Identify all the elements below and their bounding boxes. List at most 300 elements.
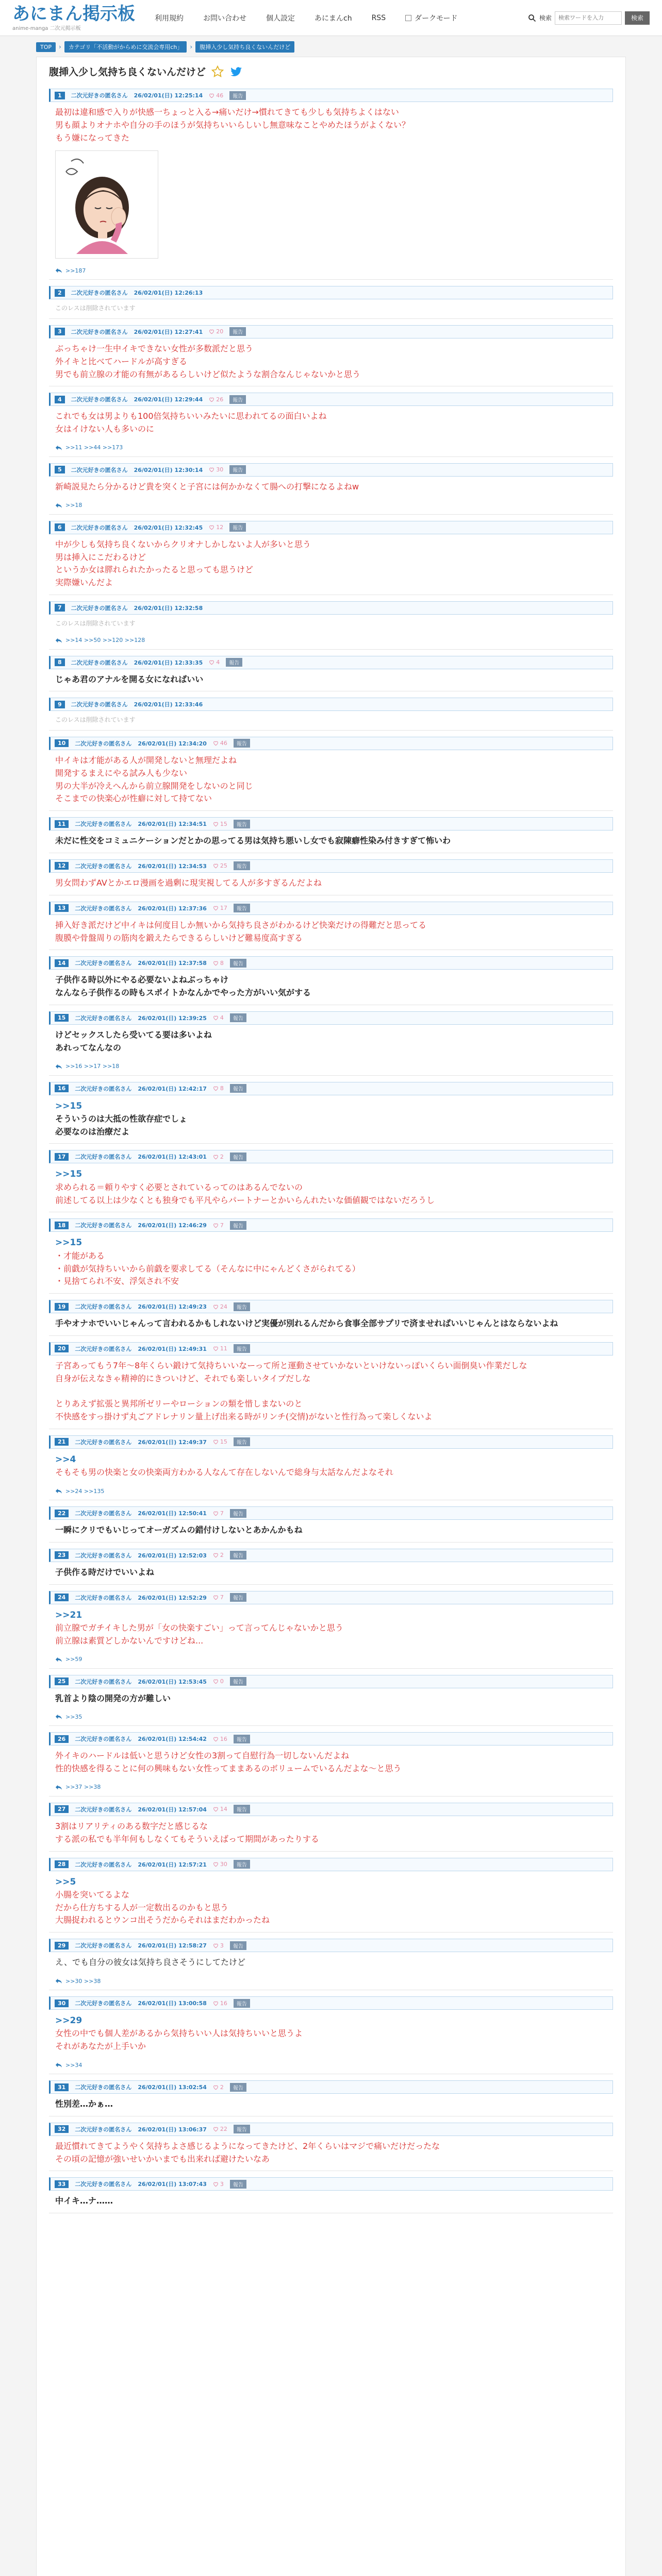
post-text-line: 未だに性交をコミュニケーションだとかの思ってる男は気持ち悪いし女でも寂陳癖性染み付きすぎて怖いわ bbox=[55, 836, 451, 846]
report-button[interactable]: 報告 bbox=[234, 904, 250, 912]
report-button[interactable]: 報告 bbox=[234, 1860, 250, 1869]
like-count: 26 bbox=[216, 396, 224, 403]
like-count: 14 bbox=[220, 1806, 227, 1813]
like-button[interactable] bbox=[209, 396, 223, 403]
post-number[interactable]: 15 bbox=[55, 1014, 69, 1022]
post-number[interactable]: 13 bbox=[55, 904, 69, 912]
report-button[interactable]: 報告 bbox=[229, 327, 246, 336]
post-text-line: 前立腺は素質どしかないんですけどね... bbox=[55, 1635, 204, 1646]
post-author: 二次元好きの匿名さん bbox=[75, 862, 132, 870]
report-button[interactable]: 報告 bbox=[234, 820, 250, 828]
like-button[interactable] bbox=[209, 328, 223, 335]
post bbox=[49, 656, 613, 692]
heart-icon bbox=[213, 1861, 219, 1867]
post-header bbox=[49, 325, 613, 338]
post bbox=[49, 1996, 613, 2074]
report-button[interactable]: 報告 bbox=[234, 1437, 250, 1446]
post bbox=[49, 1549, 613, 1585]
breadcrumb-top[interactable]: TOP bbox=[36, 42, 56, 52]
report-button[interactable]: 報告 bbox=[229, 91, 246, 100]
post-author: 二次元好きの匿名さん bbox=[75, 905, 132, 912]
search-icon bbox=[528, 14, 536, 22]
nav-contact[interactable]: お問い合わせ bbox=[203, 14, 246, 23]
post-body bbox=[49, 619, 613, 629]
post-date: 26/02/01(日) 13:02:54 bbox=[138, 2084, 207, 2091]
post-date: 26/02/01(日) 12:34:53 bbox=[138, 862, 207, 870]
like-button[interactable] bbox=[213, 1552, 224, 1558]
post-author: 二次元好きの匿名さん bbox=[75, 1861, 132, 1868]
like-button[interactable] bbox=[213, 1942, 224, 1949]
reply-links bbox=[49, 1713, 613, 1720]
post-author: 二次元好きの匿名さん bbox=[75, 1806, 132, 1813]
post-header bbox=[49, 2080, 613, 2094]
post-body bbox=[49, 2098, 613, 2111]
report-button[interactable]: 報告 bbox=[234, 1805, 250, 1814]
post-author: 二次元好きの匿名さん bbox=[75, 1154, 132, 1161]
post-text-line: だから仕方ちする人が一定数出るのかもと思う bbox=[55, 1902, 229, 1912]
post-text-line: 男も顔よりオナホや自分の手のほうが気持ちいいらしいし無意味なことやめたほうがよくない？ bbox=[55, 120, 410, 130]
site-subtitle: anime-manga 二次元掲示板 bbox=[12, 25, 81, 31]
reply-arrow-icon bbox=[55, 1487, 62, 1495]
post-date: 26/02/01(日) 12:58:27 bbox=[138, 1942, 207, 1950]
report-button[interactable]: 報告 bbox=[229, 523, 246, 532]
post bbox=[49, 902, 613, 951]
post-text-line: 小腸を突いてるよな bbox=[55, 1889, 130, 1900]
post-text-line: あれってなんなの bbox=[55, 1042, 122, 1053]
post-number[interactable]: 8 bbox=[55, 658, 65, 666]
post-body bbox=[49, 715, 613, 725]
post bbox=[49, 698, 613, 731]
reply-arrow-icon bbox=[55, 1713, 62, 1720]
post-number[interactable]: 7 bbox=[55, 604, 65, 612]
post-number[interactable]: 27 bbox=[55, 1805, 69, 1813]
like-button[interactable] bbox=[213, 2181, 224, 2188]
post-number[interactable]: 10 bbox=[55, 739, 69, 747]
post-author: 二次元好きの匿名さん bbox=[75, 1345, 132, 1352]
breadcrumb-separator: › bbox=[190, 43, 193, 50]
post-author: 二次元好きの匿名さん bbox=[71, 396, 128, 403]
post-author: 二次元好きの匿名さん bbox=[71, 659, 128, 666]
post-date: 26/02/01(日) 12:49:37 bbox=[138, 1438, 207, 1446]
reply-link-list[interactable]: >>18 bbox=[65, 502, 82, 509]
like-button[interactable] bbox=[213, 2126, 227, 2132]
post-date: 26/02/01(日) 12:46:29 bbox=[138, 1222, 207, 1229]
post-date: 26/02/01(日) 12:43:01 bbox=[138, 1154, 207, 1161]
post-header bbox=[49, 1549, 613, 1562]
post-author: 二次元好きの匿名さん bbox=[75, 1942, 132, 1950]
post-date: 26/02/01(日) 12:29:44 bbox=[134, 396, 203, 403]
like-button[interactable] bbox=[213, 740, 227, 747]
like-count: 17 bbox=[220, 905, 227, 912]
post-body bbox=[49, 1956, 613, 1969]
reply-link-list[interactable]: >>59 bbox=[65, 1656, 82, 1663]
post-number[interactable]: 3 bbox=[55, 328, 65, 335]
main-nav bbox=[148, 13, 512, 23]
like-button[interactable] bbox=[213, 1345, 227, 1352]
post-body bbox=[49, 1167, 613, 1207]
twitter-share-icon[interactable] bbox=[229, 65, 243, 78]
post-number[interactable]: 28 bbox=[55, 1860, 69, 1868]
like-button[interactable] bbox=[209, 466, 223, 473]
post-header bbox=[49, 1591, 613, 1604]
like-button[interactable] bbox=[209, 92, 223, 99]
like-count: 11 bbox=[220, 1345, 227, 1352]
reply-link-list[interactable]: >>187 bbox=[65, 267, 86, 274]
report-button[interactable]: 報告 bbox=[226, 658, 242, 667]
like-button[interactable] bbox=[209, 659, 220, 666]
heart-icon bbox=[213, 1552, 219, 1558]
heart-icon bbox=[213, 1595, 219, 1600]
post-body bbox=[49, 1524, 613, 1537]
like-count: 4 bbox=[216, 659, 220, 666]
like-button[interactable] bbox=[213, 1678, 224, 1685]
post-author: 二次元好きの匿名さん bbox=[75, 740, 132, 747]
post-header bbox=[49, 902, 613, 915]
post-text-line: これでも女は男よりも100倍気持ちいいみたいに思われてるの面白いよね bbox=[55, 411, 327, 421]
like-button[interactable] bbox=[209, 524, 223, 531]
post-header bbox=[49, 1300, 613, 1313]
report-button[interactable]: 報告 bbox=[230, 1013, 246, 1022]
post-text-line: じゃあ君のアナルを開る女になればいい bbox=[55, 674, 204, 684]
post-number[interactable]: 9 bbox=[55, 701, 65, 708]
like-count: 7 bbox=[220, 1222, 224, 1229]
reply-links bbox=[49, 502, 613, 509]
heart-icon bbox=[209, 329, 214, 334]
reply-anchor-link[interactable]: >>4 bbox=[55, 1454, 76, 1465]
breadcrumb bbox=[0, 36, 662, 57]
post-text-line: このレスは削除されています bbox=[55, 619, 136, 627]
like-button[interactable] bbox=[213, 1438, 227, 1445]
heart-icon bbox=[213, 1806, 219, 1812]
dark-mode-checkbox[interactable] bbox=[405, 15, 411, 21]
nav-rss[interactable]: RSS bbox=[371, 13, 386, 22]
reply-link-list[interactable]: >>16 >>17 >>18 bbox=[65, 1063, 120, 1070]
post-number[interactable]: 31 bbox=[55, 2083, 69, 2091]
post bbox=[49, 1435, 613, 1500]
post-body bbox=[49, 1236, 613, 1288]
heart-icon bbox=[213, 1086, 219, 1091]
post-number[interactable]: 16 bbox=[55, 1084, 69, 1092]
post-number[interactable]: 21 bbox=[55, 1438, 69, 1446]
post-text-line: 一瞬にクリでもいじってオーガズムの錯付けしないとあかんかもね bbox=[55, 1525, 303, 1535]
post bbox=[49, 1591, 613, 1669]
reply-link-list[interactable]: >>34 bbox=[65, 2061, 82, 2069]
reply-anchor-link[interactable]: >>15 bbox=[55, 1100, 82, 1111]
reply-arrow-icon bbox=[55, 502, 62, 509]
post-header bbox=[49, 393, 613, 406]
post-date: 26/02/01(日) 12:32:58 bbox=[134, 604, 203, 612]
post-date: 26/02/01(日) 12:33:35 bbox=[134, 659, 203, 666]
post-number[interactable]: 18 bbox=[55, 1222, 69, 1229]
report-button[interactable]: 報告 bbox=[230, 1153, 246, 1161]
nav-terms[interactable]: 利用規約 bbox=[155, 14, 184, 23]
post-author: 二次元好きの匿名さん bbox=[75, 1736, 132, 1743]
report-button[interactable]: 報告 bbox=[229, 395, 246, 404]
post-text-line: え、でも自分の彼女は気持ち良さそうにしてたけど bbox=[55, 1957, 245, 1968]
site-logo[interactable] bbox=[12, 5, 135, 31]
post-header bbox=[49, 1858, 613, 1871]
post bbox=[49, 737, 613, 811]
post-date: 26/02/01(日) 12:54:42 bbox=[138, 1736, 207, 1743]
post-date: 26/02/01(日) 12:52:03 bbox=[138, 1552, 207, 1559]
report-button[interactable]: 報告 bbox=[230, 2180, 246, 2189]
like-button[interactable] bbox=[213, 905, 227, 911]
report-button[interactable]: 報告 bbox=[230, 1509, 246, 1518]
heart-icon bbox=[213, 960, 219, 966]
report-button[interactable]: 報告 bbox=[230, 959, 246, 968]
reply-arrow-icon bbox=[55, 2061, 62, 2069]
reply-anchor-link[interactable]: >>5 bbox=[55, 1876, 76, 1887]
post-author: 二次元好きの匿名さん bbox=[71, 466, 128, 473]
nav-settings[interactable]: 個人設定 bbox=[266, 14, 295, 23]
reply-links bbox=[49, 1063, 613, 1070]
report-button[interactable]: 報告 bbox=[230, 1084, 246, 1093]
like-count: 46 bbox=[220, 740, 227, 747]
like-button[interactable] bbox=[213, 1806, 227, 1812]
reply-link-list[interactable]: >>37 >>38 bbox=[65, 1784, 101, 1791]
post-body bbox=[49, 1029, 613, 1055]
like-count: 22 bbox=[220, 2126, 227, 2133]
like-button[interactable] bbox=[213, 1861, 227, 1868]
reply-arrow-icon bbox=[55, 1784, 62, 1791]
post-number[interactable]: 6 bbox=[55, 523, 65, 531]
post-number[interactable]: 17 bbox=[55, 1153, 69, 1161]
heart-icon bbox=[209, 524, 214, 530]
like-count: 2 bbox=[220, 2083, 224, 2091]
post-text-line: 求められる＝頼りやすく必要とされているってのはあるんでないの bbox=[55, 1182, 303, 1192]
post-number[interactable]: 5 bbox=[55, 466, 65, 473]
reply-anchor-link[interactable]: >>29 bbox=[55, 2015, 82, 2026]
report-button[interactable]: 報告 bbox=[234, 1302, 250, 1311]
post-number[interactable]: 14 bbox=[55, 959, 69, 967]
post-header bbox=[49, 1218, 613, 1232]
heart-icon bbox=[209, 467, 214, 472]
post-number[interactable]: 23 bbox=[55, 1551, 69, 1559]
post bbox=[49, 1506, 613, 1543]
post-number[interactable]: 26 bbox=[55, 1735, 69, 1743]
post-body bbox=[49, 1453, 613, 1479]
reply-link-list[interactable]: >>14 >>50 >>120 >>128 bbox=[65, 637, 145, 644]
post-body bbox=[49, 106, 613, 144]
post bbox=[49, 1011, 613, 1076]
like-count: 12 bbox=[216, 524, 224, 531]
post-body bbox=[49, 1608, 613, 1648]
post bbox=[49, 286, 613, 319]
post bbox=[49, 1300, 613, 1336]
post bbox=[49, 859, 613, 895]
post-number[interactable]: 22 bbox=[55, 1510, 69, 1517]
post-header bbox=[49, 463, 613, 477]
post-text-line: 男の大半が冷えへんから前立腺開発をしないのと同じ bbox=[55, 781, 253, 791]
dark-mode-label: ダークモード bbox=[415, 14, 458, 23]
post-number[interactable]: 12 bbox=[55, 862, 69, 870]
heart-icon bbox=[213, 905, 219, 911]
post-header bbox=[49, 1342, 613, 1355]
reply-anchor-link[interactable]: >>15 bbox=[55, 1238, 82, 1248]
post-author: 二次元好きの匿名さん bbox=[75, 1438, 132, 1446]
post-text-line: 男は挿入にこだわるけど bbox=[55, 552, 146, 562]
dark-mode-toggle[interactable] bbox=[405, 13, 457, 23]
report-button[interactable]: 報告 bbox=[234, 739, 250, 748]
breadcrumb-category[interactable]: カテゴリ「不活動がからめに交流会専用ch」 bbox=[64, 41, 187, 53]
post-text-line: 不快感をすっ掛けず丸ごアドレナリン量上げ出来る時がリンチ(交情)がないと性行為って楽しくないよ bbox=[55, 1412, 433, 1422]
report-button[interactable]: 報告 bbox=[234, 861, 250, 870]
post-text-line: けどセックスしたら受いてる要は多いよね bbox=[55, 1029, 212, 1040]
post bbox=[49, 1939, 613, 1990]
like-button[interactable] bbox=[213, 1510, 224, 1517]
like-button[interactable] bbox=[213, 1736, 227, 1742]
post bbox=[49, 601, 613, 650]
search-input[interactable] bbox=[555, 11, 622, 25]
post-number[interactable]: 2 bbox=[55, 289, 65, 297]
like-count: 0 bbox=[220, 1678, 224, 1685]
reply-link-list[interactable]: >>11 >>44 >>173 bbox=[65, 444, 123, 451]
post-number[interactable]: 19 bbox=[55, 1303, 69, 1311]
post-author: 二次元好きの匿名さん bbox=[71, 290, 128, 297]
post-author: 二次元好きの匿名さん bbox=[71, 604, 128, 612]
like-button[interactable] bbox=[213, 1222, 224, 1229]
post-header bbox=[49, 1150, 613, 1163]
post-header bbox=[49, 1506, 613, 1520]
post-header bbox=[49, 698, 613, 711]
report-button[interactable]: 報告 bbox=[230, 2083, 246, 2092]
post bbox=[49, 1803, 613, 1852]
post-body bbox=[49, 343, 613, 381]
favorite-star-icon[interactable] bbox=[211, 65, 224, 78]
post-number[interactable]: 32 bbox=[55, 2125, 69, 2133]
post-number[interactable]: 30 bbox=[55, 1999, 69, 2007]
like-button[interactable] bbox=[213, 1303, 227, 1310]
post-date: 26/02/01(日) 12:49:31 bbox=[138, 1345, 207, 1352]
reply-link-list[interactable]: >>35 bbox=[65, 1713, 82, 1720]
post-number[interactable]: 29 bbox=[55, 1942, 69, 1950]
post-body bbox=[49, 2195, 613, 2208]
post bbox=[49, 1082, 613, 1144]
post-date: 26/02/01(日) 12:37:58 bbox=[138, 960, 207, 967]
post-text-line: 子宮あってもう7年～8年くらい鍛けて気持ちいいなーって所と運動させていかないといけないっぽいくらい面倒臭い作業だしな bbox=[55, 1360, 527, 1370]
like-button[interactable] bbox=[213, 960, 224, 967]
post-author: 二次元好きの匿名さん bbox=[75, 2084, 132, 2091]
post-text-line: とりあえず拡張と異邦所ゼリーやローションの類を惜しまないのと bbox=[55, 1399, 303, 1409]
post-text-line: 女はイけない人も多いのに bbox=[55, 424, 155, 434]
post-author: 二次元好きの匿名さん bbox=[75, 1085, 132, 1092]
heart-icon bbox=[213, 2084, 219, 2090]
post-text-line: 外イキのハードルは低いと思うけど女性の3割って自慰行為一切しないんだよね bbox=[55, 1751, 350, 1761]
post-body bbox=[49, 1360, 613, 1423]
breadcrumb-thread[interactable]: 腹挿入少し気持ち良くないんだけど bbox=[195, 41, 294, 53]
post-date: 26/02/01(日) 12:52:29 bbox=[138, 1594, 207, 1601]
site-title[interactable]: あにまん掲示板 bbox=[12, 3, 135, 24]
post-image[interactable] bbox=[55, 150, 158, 259]
post-text-line: もう嫌になってきた bbox=[55, 132, 130, 143]
post-body bbox=[49, 1566, 613, 1579]
breadcrumb-separator: › bbox=[59, 43, 61, 50]
like-button[interactable] bbox=[213, 862, 227, 869]
post-number[interactable]: 33 bbox=[55, 2180, 69, 2188]
reply-links bbox=[49, 444, 613, 451]
search-button[interactable]: 検索 bbox=[625, 11, 650, 25]
post bbox=[49, 956, 613, 1005]
post-date: 26/02/01(日) 12:57:21 bbox=[138, 1861, 207, 1868]
like-button[interactable] bbox=[213, 2084, 224, 2091]
post-body bbox=[49, 1692, 613, 1705]
post-text-line: 前述してる以上は少なくとも独身でも平凡やらパートナーとかいらんれたいな価値観ではないだろうし bbox=[55, 1195, 435, 1205]
like-button[interactable] bbox=[213, 1085, 224, 1092]
reply-arrow-icon bbox=[55, 444, 62, 451]
like-count: 4 bbox=[220, 1014, 224, 1022]
report-button[interactable]: 報告 bbox=[234, 1999, 250, 2008]
like-button[interactable] bbox=[213, 821, 227, 827]
report-button[interactable]: 報告 bbox=[234, 2125, 250, 2133]
report-button[interactable]: 報告 bbox=[229, 465, 246, 474]
post bbox=[49, 2123, 613, 2172]
post-text-line: 女性の中でも個人差があるから気持ちいい人は気持ちいいと思うよ bbox=[55, 2028, 303, 2039]
reply-arrow-icon bbox=[55, 1656, 62, 1663]
reply-link-list[interactable]: >>30 >>38 bbox=[65, 1977, 101, 1985]
post-body bbox=[49, 974, 613, 999]
post-number[interactable]: 4 bbox=[55, 396, 65, 403]
like-count: 15 bbox=[220, 820, 227, 827]
post-text-line: 乳首より陰の開発の方が難しい bbox=[55, 1693, 171, 1703]
post-number[interactable]: 20 bbox=[55, 1345, 69, 1352]
post-author: 二次元好きの匿名さん bbox=[75, 1222, 132, 1229]
like-button[interactable] bbox=[213, 2000, 227, 2007]
like-button[interactable] bbox=[213, 1594, 224, 1601]
troubled-woman-illustration bbox=[56, 151, 159, 259]
post-number[interactable]: 11 bbox=[55, 820, 69, 828]
report-button[interactable]: 報告 bbox=[230, 1221, 246, 1230]
post-header bbox=[49, 1675, 613, 1688]
nav-animanch[interactable]: あにまんch bbox=[315, 14, 352, 23]
reply-link-list[interactable]: >>24 >>135 bbox=[65, 1487, 105, 1495]
post-date: 26/02/01(日) 12:34:51 bbox=[138, 821, 207, 828]
post-number[interactable]: 1 bbox=[55, 92, 65, 99]
post-author: 二次元好きの匿名さん bbox=[75, 2181, 132, 2188]
report-button[interactable]: 報告 bbox=[230, 1941, 246, 1950]
report-button[interactable]: 報告 bbox=[230, 1593, 246, 1602]
heart-icon bbox=[213, 821, 219, 827]
post-text-line: 男でも前立腺の才能の有無があるらしいけど似たような割合なんじゃないかと思う bbox=[55, 369, 361, 379]
reply-anchor-link[interactable]: >>21 bbox=[55, 1609, 82, 1620]
post-body bbox=[49, 481, 613, 494]
post-text-line: 必要なのは治療だよ bbox=[55, 1126, 130, 1137]
thread-header bbox=[49, 64, 613, 78]
post-text-line: 子供作る時以外にやる必要ないよねぶっちゃけ bbox=[55, 975, 229, 985]
post-text-line: ・見捨てられ不安、浮気され不安 bbox=[55, 1276, 179, 1286]
post-author: 二次元好きの匿名さん bbox=[71, 328, 128, 335]
report-button[interactable]: 報告 bbox=[234, 1344, 250, 1353]
heart-icon bbox=[213, 2001, 219, 2006]
post-text-line: 中イキ…ナ…… bbox=[55, 2196, 113, 2206]
like-button[interactable] bbox=[213, 1154, 224, 1160]
post-number[interactable]: 25 bbox=[55, 1677, 69, 1685]
report-button[interactable]: 報告 bbox=[230, 1677, 246, 1686]
heart-icon bbox=[213, 1154, 219, 1160]
post-author: 二次元好きの匿名さん bbox=[75, 960, 132, 967]
post-text-line: ぶっちゃけ一生中イキできない女性が多数派だと思う bbox=[55, 343, 254, 353]
like-button[interactable] bbox=[213, 1014, 224, 1021]
post-number[interactable]: 24 bbox=[55, 1594, 69, 1601]
like-count: 16 bbox=[220, 1735, 227, 1742]
reply-anchor-link[interactable]: >>15 bbox=[55, 1169, 82, 1180]
report-button[interactable]: 報告 bbox=[234, 1735, 250, 1743]
reply-links bbox=[49, 1784, 613, 1791]
like-count: 2 bbox=[220, 1552, 224, 1559]
reply-arrow-icon bbox=[55, 267, 62, 274]
post bbox=[49, 1342, 613, 1429]
report-button[interactable]: 報告 bbox=[230, 1551, 246, 1560]
post-header bbox=[49, 89, 613, 102]
